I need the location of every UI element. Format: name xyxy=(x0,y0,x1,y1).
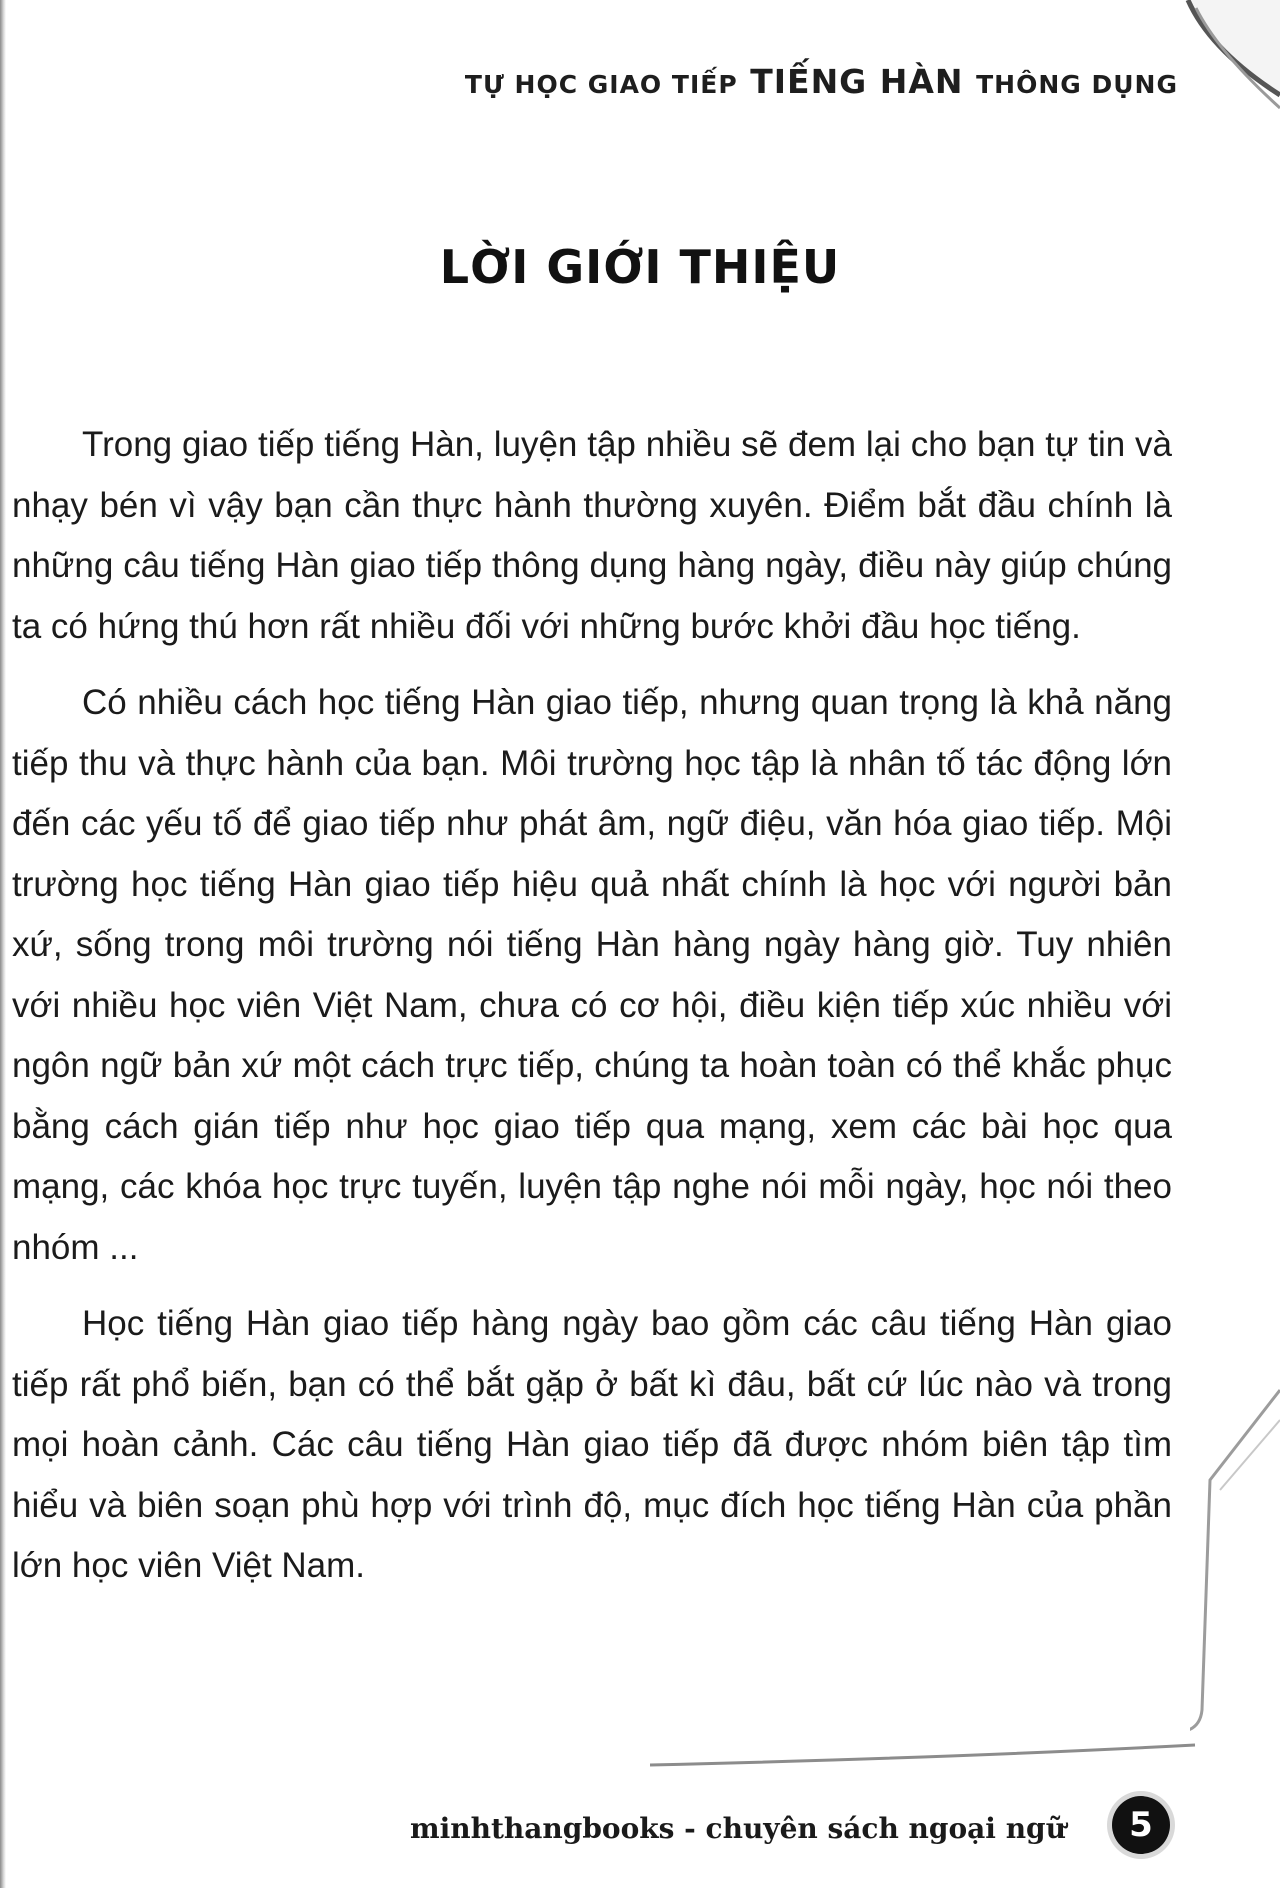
page-number-badge: 5 xyxy=(1112,1796,1170,1854)
page-curl-decoration xyxy=(1170,0,1280,130)
footer-divider-line xyxy=(650,1740,1210,1780)
paragraph-1: Trong giao tiếp tiếng Hàn, luyện tập nhiều sẽ đem lại cho bạn tự tin và nhạy bén vì vậy bạn cần thực hành thường xuyên. Điểm bắt đầu chính là những câu tiếng Hàn giao tiếp thông dụng hàng ngày, điều này giúp chúng ta có hứng thú hơn rất nhiều đối với những bước khởi đầu học tiếng. xyxy=(12,425,1172,646)
header-part-2: TIẾNG HÀN xyxy=(750,62,964,101)
header-part-1: TỰ HỌC GIAO TIẾP xyxy=(464,70,738,99)
decorative-frame-line xyxy=(1190,1380,1280,1740)
paragraph-3: Học tiếng Hàn giao tiếp hàng ngày bao gồm các câu tiếng Hàn giao tiếp rất phổ biến, bạn có thể bắt gặp ở bất kì đâu, bất cứ lúc nào và trong mọi hoàn cảnh. Các câu tiếng Hàn giao tiếp đã được nhóm biên tập tìm hiểu và biên soạn phù hợp với trình độ, mục đích học tiếng Hàn của phần lớn học viên Việt Nam. xyxy=(12,1304,1172,1585)
body-text xyxy=(12,415,1172,1613)
page-title: LỜI GIỚI THIỆU xyxy=(439,240,841,294)
running-header xyxy=(465,62,1178,101)
paragraph-2: Có nhiều cách học tiếng Hàn giao tiếp, nhưng quan trọng là khả năng tiếp thu và thực hành của bạn. Môi trường học tập là nhân tố tác động lớn đến các yếu tố để giao tiếp như phát âm, ngữ điệu, văn hóa giao tiếp. Mội trường học tiếng Hàn giao tiếp hiệu quả nhất chính là học với người bản xứ, sống trong môi trường nói tiếng Hàn hàng ngày hàng giờ. Tuy nhiên với nhiều học viên Việt Nam, chưa có cơ hội, điều kiện tiếp xúc nhiều với ngôn ngữ bản xứ một cách trực tiếp, chúng ta hoàn toàn có thể khắc phục bằng cách gián tiếp như học giao tiếp qua mạng, xem các bài học qua mạng, các khóa học trực tuyến, luyện tập nghe nói mỗi ngày, học nói theo nhóm ... xyxy=(12,683,1172,1267)
header-part-3: THÔNG DỤNG xyxy=(976,70,1178,99)
footer-publisher-text: minhthangbooks - chuyên sách ngoại ngữ xyxy=(409,1812,1066,1845)
